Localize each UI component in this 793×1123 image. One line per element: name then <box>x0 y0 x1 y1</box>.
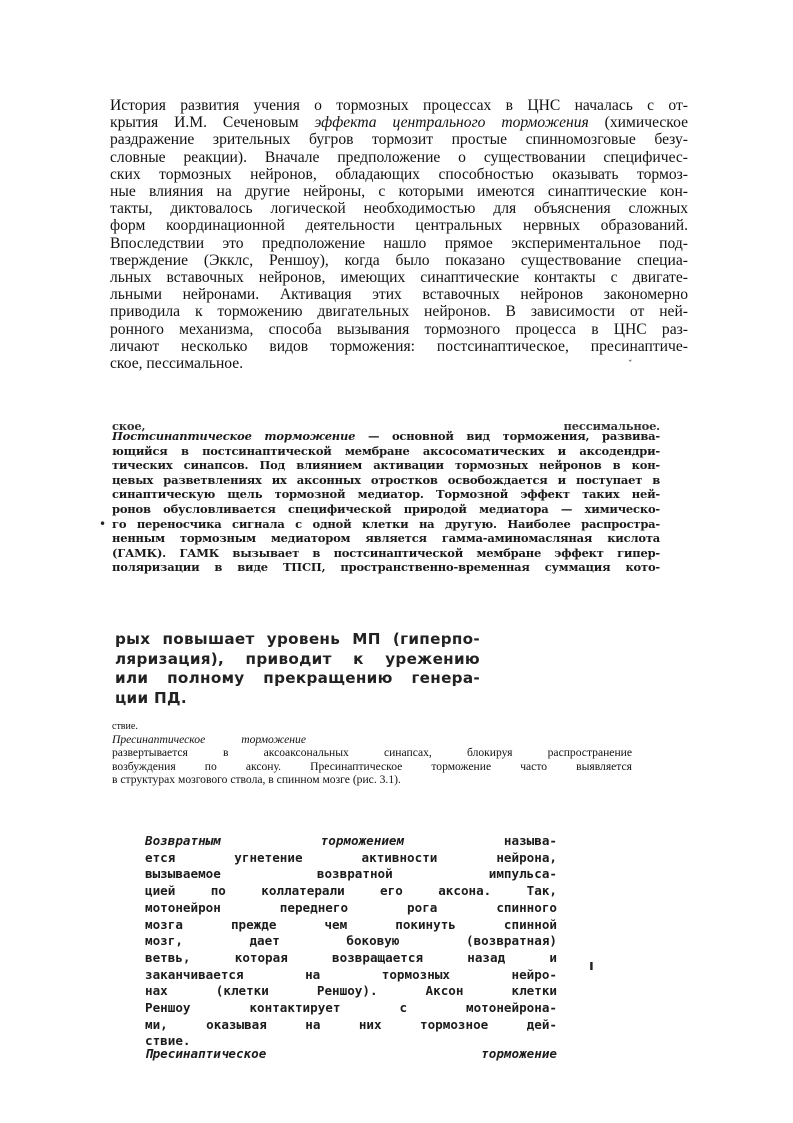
text-span: (химическое <box>588 114 688 132</box>
text-line: цией по коллатерали его аксона. Так, <box>145 883 557 899</box>
text-line: или полному прекращению генера- <box>115 669 480 687</box>
text-line: раздражение зрительных бугров тормозит простые спинномозговые безу- <box>110 131 688 149</box>
text-line: ненным тормозным медиатором является гамма-аминомасляная кислота <box>112 531 660 546</box>
text-line <box>112 429 660 444</box>
text-line: возбуждения по аксону. Пресинаптическое торможение часто выявляется <box>112 759 632 773</box>
text-span: называ- <box>404 833 557 848</box>
intro-paragraph <box>110 97 688 372</box>
text-line: ющийся в постсинаптической мембране аксосоматических и аксодендри- <box>112 443 660 458</box>
text-line: ется угнетение активности нейрона, <box>145 849 557 865</box>
text-line: мозга прежде чем покинуть спинной <box>145 916 557 932</box>
text-line: мотонейрон переднего рога спинного <box>145 899 557 915</box>
postsynaptic-scan <box>112 419 661 575</box>
scan-speck: ı <box>589 958 594 974</box>
text-span: — основной вид торможения, развива- <box>355 429 661 443</box>
text-line: личают несколько видов торможения: постсинаптическое, пресинаптиче- <box>110 337 688 355</box>
section-term: Возвратным торможением <box>145 833 405 848</box>
emphasis-term: эффекта центрального торможения <box>314 114 589 132</box>
text-line: ронов обусловливается специфической природой медиатора — химическо- <box>112 501 660 516</box>
section-title <box>112 733 632 746</box>
title-word: торможение <box>241 733 306 747</box>
text-line: История развития учения о тормозных процессах в ЦНС началась с от- <box>110 97 688 114</box>
text-line: ских тормозных нейронов, обладающих способностью оказывать тормоз- <box>110 165 688 183</box>
text-line: вызываемое возвратной импульса- <box>145 866 557 882</box>
title-word: Пресинаптическое <box>112 733 206 747</box>
text-line: приводила к торможению двигательных нейронов. В зависимости от ней- <box>110 303 688 321</box>
text-line: поляризации в виде ТПСП, пространственно-временная суммация кото- <box>112 560 660 575</box>
hyperpolarization-scan <box>115 630 480 708</box>
text-line: ции ПД. <box>115 688 187 707</box>
text-line: ные влияния на другие нейроны, с которыми имеются синаптические кон- <box>110 183 688 201</box>
text-span: крытия И.М. Сеченовым <box>110 114 315 132</box>
cropped-line: Пресинаптическое торможение <box>145 1046 557 1062</box>
text-line: заканчивается на тормозных нейро- <box>145 966 557 982</box>
text-line: цевых разветвлениях их аксонных отростков освобождается и поступает в <box>112 472 660 487</box>
presynaptic-scan <box>112 720 632 786</box>
text-line: ствие. <box>145 1033 191 1049</box>
text-line: словные реакции). Вначале предположение о существовании специфичес- <box>110 148 688 166</box>
text-line: Впоследствии это предположение нашло прямое экспериментальное под- <box>110 234 688 252</box>
text-line <box>110 114 688 131</box>
text-line: форм координационной деятельности центральных нервных образований. <box>110 217 688 235</box>
cropped-line: ствие. <box>112 721 138 732</box>
text-line: нах (клетки Реншоу). Аксон клетки <box>145 983 557 999</box>
text-line: ми, оказывая на них тормозное дей- <box>145 1016 557 1032</box>
text-line: такты, диктовалось логической необходимостью для объяснения сложных <box>110 200 688 218</box>
text-line: ронного механизма, способа вызывания тормозного процесса в ЦНС раз- <box>110 320 688 338</box>
text-line: в структурах мозгового ствола, в спинном мозге (рис. 3.1). <box>112 772 401 786</box>
text-line: льных вставочных нейронов, имеющих синаптические контакты с двигате- <box>110 269 688 287</box>
text-line: мозг, дает боковую (возвратная) <box>145 933 557 949</box>
text-line: (ГАМК). ГАМК вызывает в постсинаптической мембране эффект гипер- <box>112 545 660 560</box>
text-line: ское, пессимальное. <box>110 355 244 373</box>
text-line: льными нейронами. Активация этих вставочных нейронов закономерно <box>110 286 688 304</box>
scan-speck: • <box>99 517 107 531</box>
cropped-line: ское, пессимальное. <box>112 419 660 433</box>
section-term: Постсинаптическое торможение <box>112 429 356 443</box>
text-line: синаптическую щель тормозной медиатор. Тормозной эффект таких ней- <box>112 487 660 502</box>
text-line: тических синапсов. Под влиянием активации тормозных нейронов в кон- <box>112 458 660 473</box>
text-line: тверждение (Экклс, Реншоу), когда было показано существование специа- <box>110 251 688 269</box>
scan-speck: ˇ <box>628 360 633 370</box>
recurrent-inhibition-scan <box>145 833 557 1062</box>
text-line: ляризация), приводит к урежению <box>115 649 480 668</box>
text-line <box>145 833 557 850</box>
text-line: рых повышает уровень МП (гиперпо- <box>115 630 480 648</box>
text-line: Реншоу контактирует с мотонейрона- <box>145 1000 557 1016</box>
text-line: го переносчика сигнала с одной клетки на другую. Наиболее распростра- <box>112 516 660 531</box>
text-line: ветвь, которая возвращается назад и <box>145 949 557 965</box>
text-line: развертывается в аксоаксональных синапсах, блокируя распространение <box>112 746 632 760</box>
